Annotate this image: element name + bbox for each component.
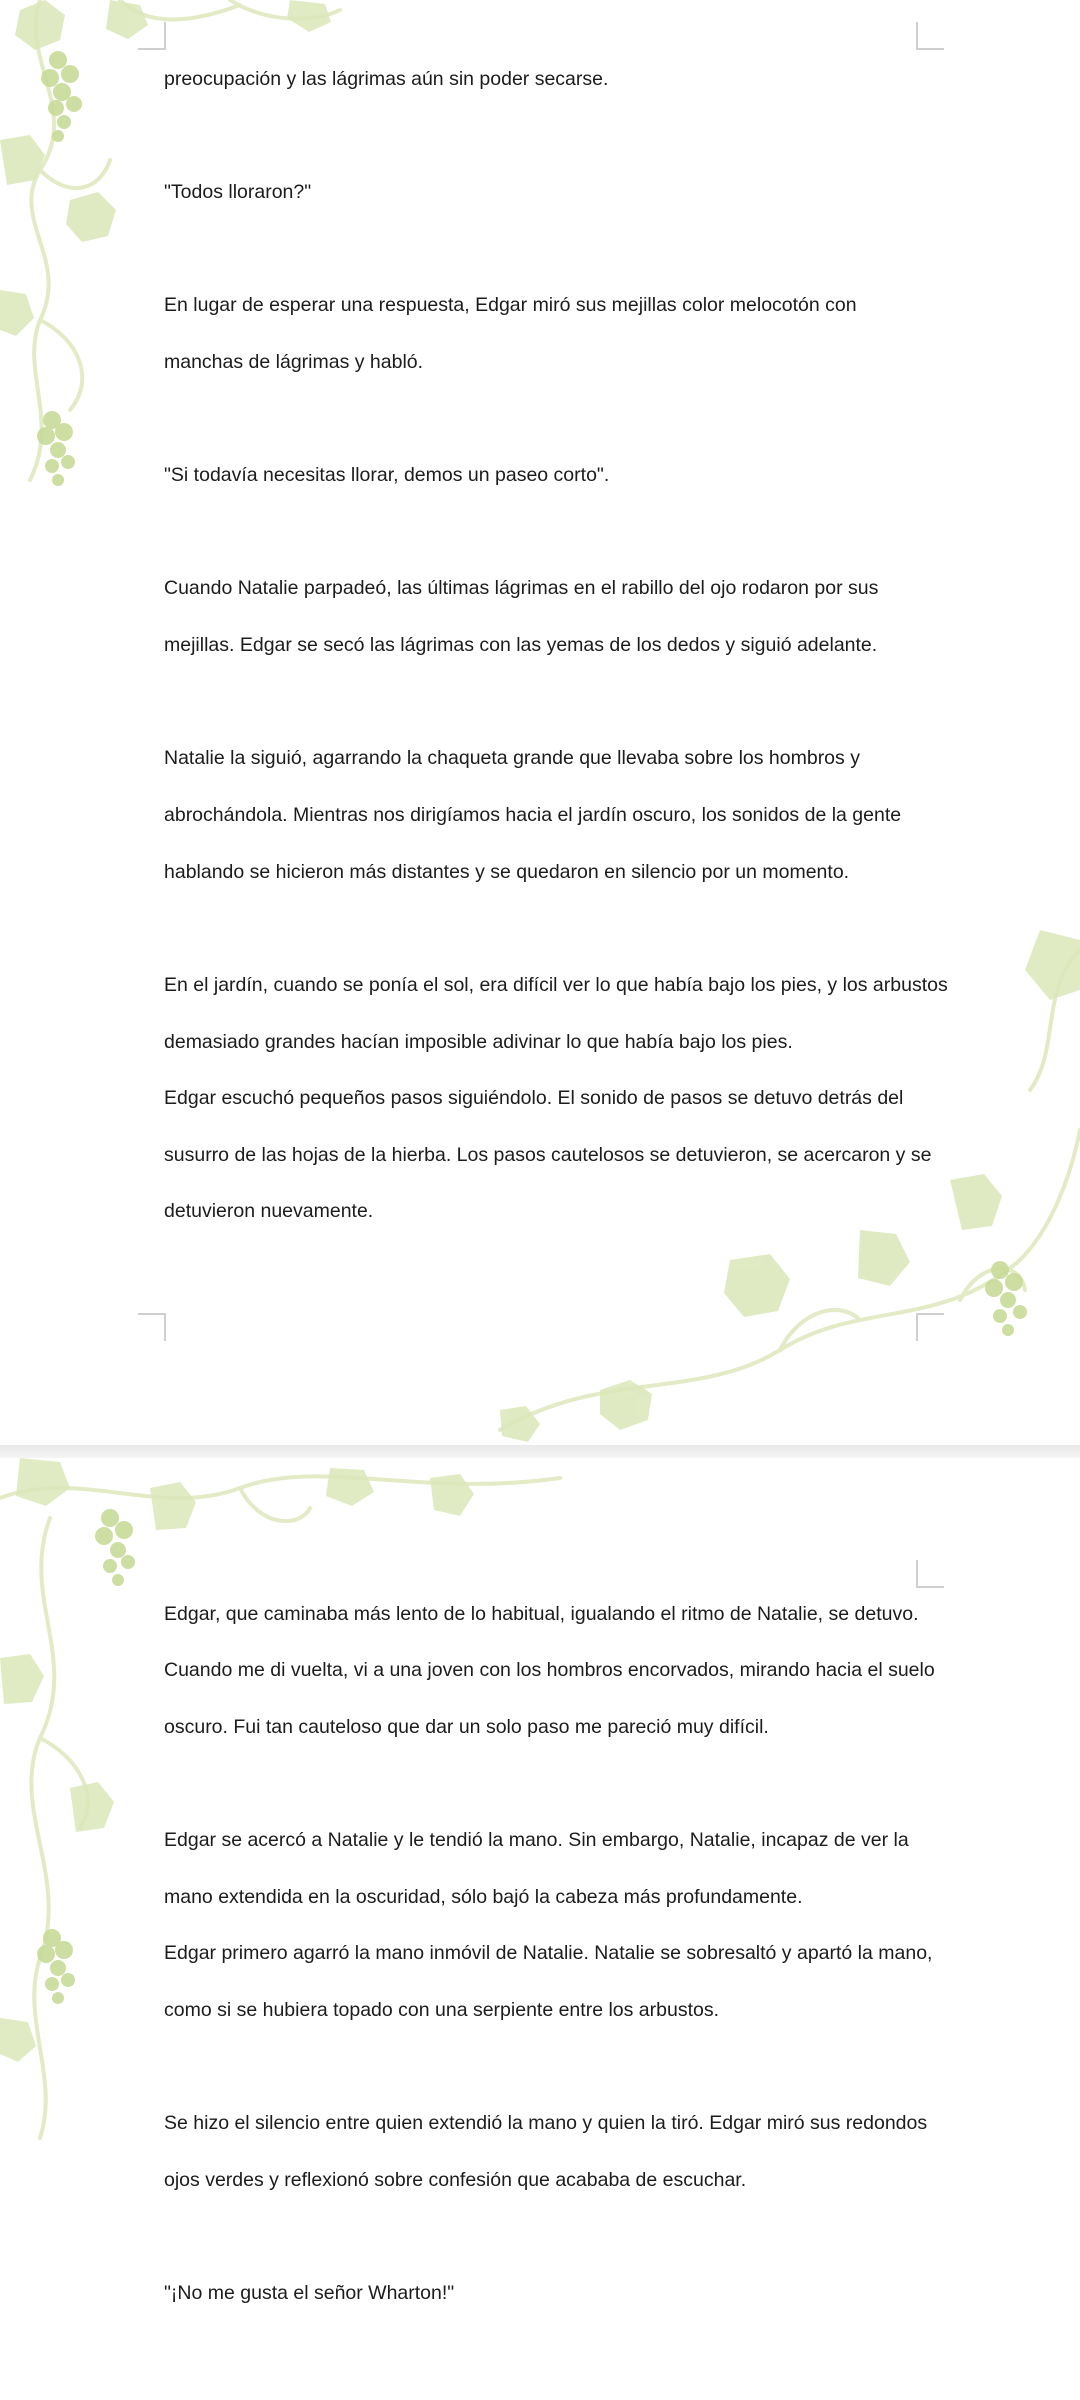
grapevine-icon (0, 1458, 600, 2148)
text-line: preocupación y las lágrimas aún sin poder secarse. (164, 68, 609, 90)
crop-mark (138, 1313, 166, 1341)
text-line: "Si todavía necesitas llorar, demos un paseo corto". (164, 464, 610, 486)
crop-mark (916, 1313, 944, 1341)
crop-mark (916, 1560, 944, 1588)
text-line: mejillas. Edgar se secó las lágrimas con las yemas de los dedos y siguió adelante. (164, 634, 878, 656)
page-2 (0, 1458, 1080, 2400)
text-line: Natalie la siguió, agarrando la chaqueta grande que llevaba sobre los hombros y (164, 747, 860, 769)
crop-mark (138, 22, 166, 50)
text-line: hablando se hicieron más distantes y se quedaron en silencio por un momento. (164, 861, 850, 883)
text-line: manchas de lágrimas y habló. (164, 351, 424, 373)
text-line: oscuro. Fui tan cauteloso que dar un solo paso me pareció muy difícil. (164, 1716, 769, 1738)
crop-mark (916, 22, 944, 50)
text-line: susurro de las hojas de la hierba. Los pasos cautelosos se detuvieron, se acercaron y se (164, 1144, 932, 1166)
text-line: detuvieron nuevamente. (164, 1200, 374, 1222)
text-line: En lugar de esperar una respuesta, Edgar miró sus mejillas color melocotón con (164, 294, 857, 316)
text-line: Edgar, que caminaba más lento de lo habitual, igualando el ritmo de Natalie, se detuvo. (164, 1603, 919, 1625)
text-line: Edgar primero agarró la mano inmóvil de Natalie. Natalie se sobresaltó y apartó la mano, (164, 1942, 933, 1964)
text-line: mano extendida en la oscuridad, sólo bajó la cabeza más profundamente. (164, 1886, 803, 1908)
text-line: abrochándola. Mientras nos dirigíamos hacia el jardín oscuro, los sonidos de la gente (164, 804, 902, 826)
grapevine-icon (480, 930, 1080, 1445)
text-line: Cuando me di vuelta, vi a una joven con los hombros encorvados, mirando hacia el suelo (164, 1659, 935, 1681)
page-separator (0, 1445, 1080, 1458)
text-line: Se hizo el silencio entre quien extendió la mano y quien la tiró. Edgar miró sus redondos (164, 2112, 928, 2134)
text-line: Cuando Natalie parpadeó, las últimas lágrimas en el rabillo del ojo rodaron por sus (164, 577, 879, 599)
text-line: En el jardín, cuando se ponía el sol, era difícil ver lo que había bajo los pies, y los arbustos (164, 974, 948, 996)
text-line: demasiado grandes hacían imposible adivinar lo que había bajo los pies. (164, 1031, 793, 1053)
text-line: "Todos lloraron?" (164, 181, 312, 203)
text-line: ojos verdes y reflexionó sobre confesión que acababa de escuchar. (164, 2169, 747, 2191)
text-line: Edgar escuchó pequeños pasos siguiéndolo. El sonido de pasos se detuvo detrás del (164, 1087, 904, 1109)
text-line: Edgar se acercó a Natalie y le tendió la mano. Sin embargo, Natalie, incapaz de ver la (164, 1829, 909, 1851)
text-line: "¡No me gusta el señor Wharton!" (164, 2282, 455, 2304)
text-line: como si se hubiera topado con una serpiente entre los arbustos. (164, 1999, 720, 2021)
